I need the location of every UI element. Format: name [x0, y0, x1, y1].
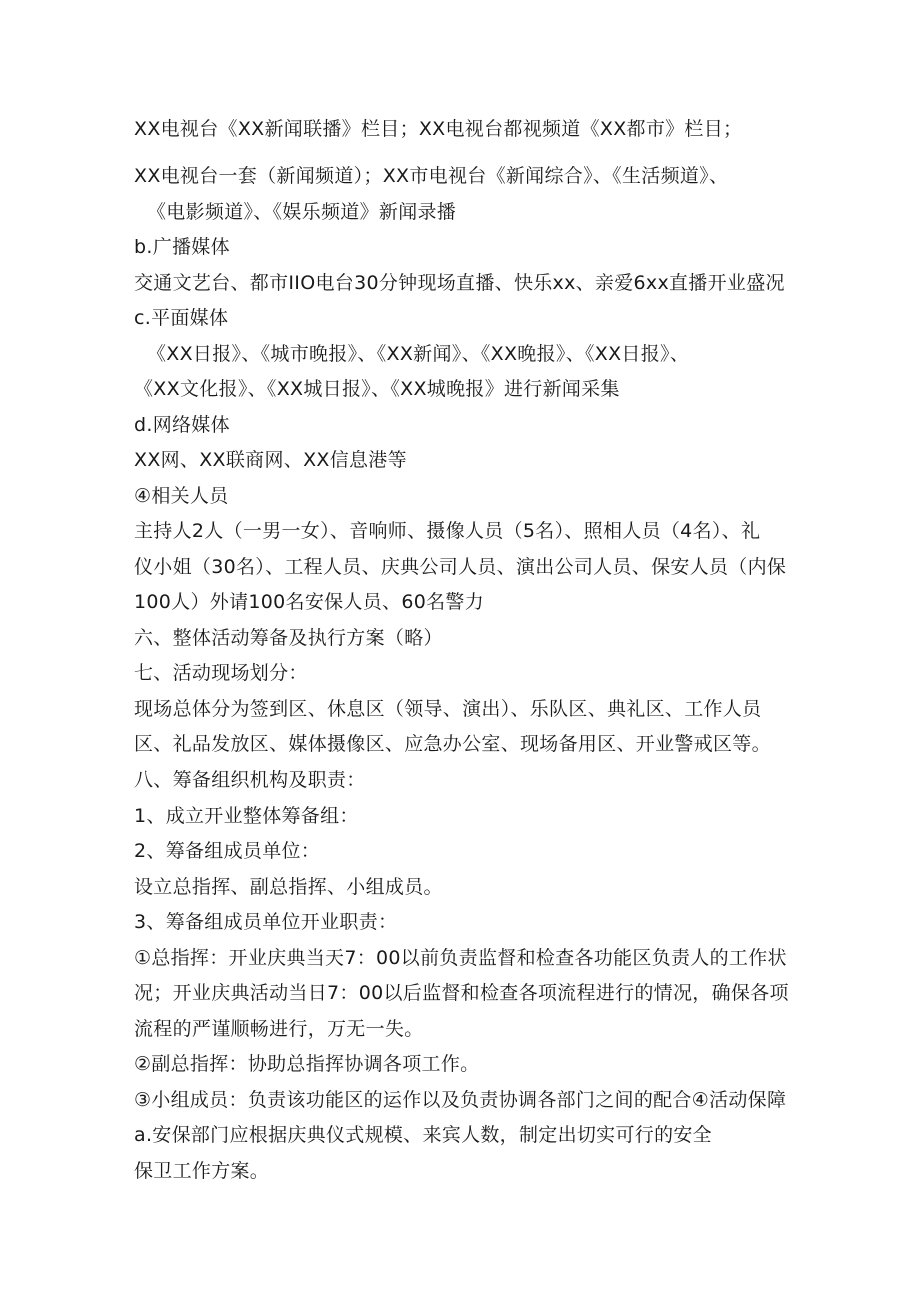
text-line: 1、成立开业整体筹备组： — [134, 805, 359, 827]
text-line: 3、筹备组成员单位开业职责： — [134, 911, 398, 933]
text-line: d.网络媒体 — [134, 414, 230, 436]
text-line: 区、礼品发放区、媒体摄像区、应急办公室、现场备用区、开业警戒区等。 — [134, 733, 771, 755]
text-line: XX电视台一套（新闻频道）；XX市电视台《新闻综合》、《生活频道》、 — [134, 165, 729, 187]
text-line: 况；开业庆典活动当日7：00以后监督和检查各项流程进行的情况，确保各项 — [134, 982, 789, 1004]
text-line: XX电视台《XX新闻联播》栏目；XX电视台都视频道《XX都市》栏目； — [134, 118, 743, 140]
text-line: 流程的严谨顺畅进行，万无一失。 — [134, 1018, 424, 1040]
text-line: XX网、XX联商网、XX信息港等 — [134, 449, 407, 471]
text-line: 100人）外请100名安保人员、60名警力 — [134, 591, 485, 613]
text-line: 2、筹备组成员单位： — [134, 840, 321, 862]
text-line: b.广播媒体 — [134, 236, 230, 258]
section-heading: 八、筹备组织机构及职责： — [134, 769, 366, 791]
text-line: ②副总指挥：协助总指挥协调各项工作。 — [134, 1053, 480, 1075]
text-line: a.安保部门应根据庆典仪式规模、来宾人数，制定出切实可行的安全 — [134, 1124, 712, 1146]
text-line: 设立总指挥、副总指挥、小组成员。 — [134, 876, 443, 898]
text-line: 《XX日报》、《城市晚报》、《XX新闻》、《XX晚报》、《XX日报》、 — [147, 343, 690, 365]
text-line: c.平面媒体 — [134, 307, 229, 329]
section-heading: 七、活动现场划分： — [134, 662, 308, 684]
text-line: ①总指挥：开业庆典当天7：00以前负责监督和检查各功能区负责人的工作状 — [134, 947, 787, 969]
text-line: 《XX文化报》、《XX城日报》、《XX城晚报》进行新闻采集 — [134, 378, 620, 400]
text-line: 现场总体分为签到区、休息区（领导、演出）、乐队区、典礼区、工作人员 — [134, 698, 762, 720]
text-line: ④相关人员 — [134, 485, 229, 507]
text-line: 保卫工作方案。 — [134, 1160, 270, 1182]
text-line: 仪小姐（30名）、工程人员、庆典公司人员、演出公司人员、保安人员（内保 — [134, 556, 787, 578]
section-heading: 六、整体活动筹备及执行方案（略） — [134, 627, 443, 649]
text-line: 主持人2人（一男一女）、音响师、摄像人员（5名）、照相人员（4名）、礼 — [134, 520, 761, 542]
text-line: ③小组成员：负责该功能区的运作以及负责协调各部门之间的配合④活动保障 — [134, 1089, 787, 1111]
text-line: 《电影频道》、《娱乐频道》新闻录播 — [147, 201, 457, 223]
text-line: 交通文艺台、都市IIO电台30分钟现场直播、快乐xx、亲爱6xx直播开业盛况 — [134, 272, 785, 294]
